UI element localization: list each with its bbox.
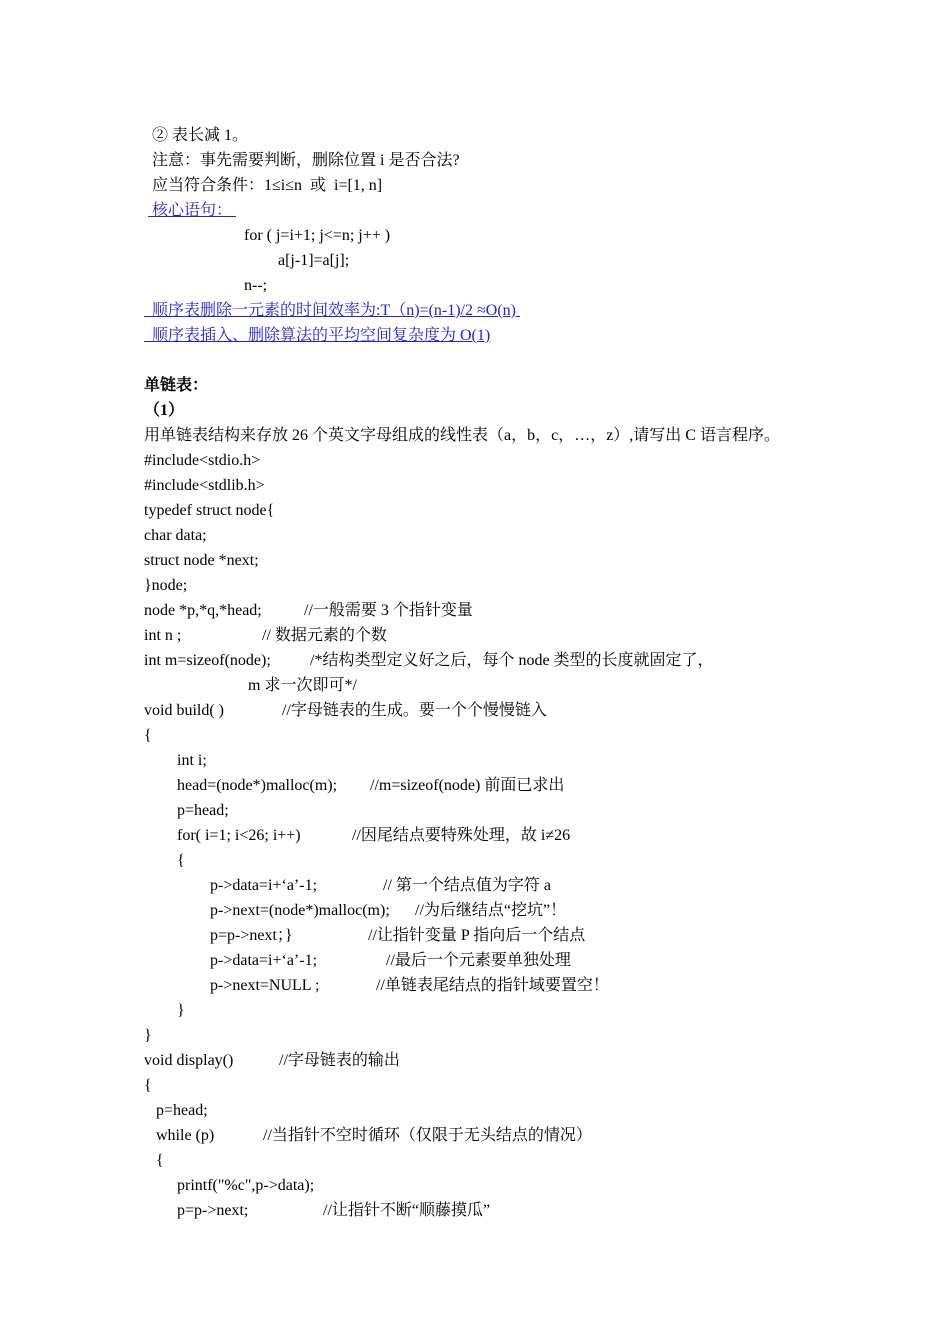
code-for-26: for( i=1; i<26; i++) — [177, 827, 301, 844]
comment-int-m: /*结构类型定义好之后，每个 node 类型的长度就固定了， — [310, 652, 714, 669]
code-p-next-advance: p=p->next; — [177, 1202, 249, 1219]
note-check-position: 注意：事先需要判断，删除位置 i 是否合法? — [152, 152, 460, 169]
comment-build: //字母链表的生成。要一个个慢慢链入 — [282, 702, 547, 719]
code-struct-close: }node; — [144, 577, 188, 594]
comment-p-data-assign: // 第一个结点值为字符 a — [383, 877, 551, 894]
code-while-p: while (p) — [156, 1127, 215, 1144]
code-pointer-decl: node *p,*q,*head; — [144, 602, 262, 619]
code-for-close-brace: } — [177, 1002, 185, 1019]
comment-display: //字母链表的输出 — [279, 1052, 400, 1069]
code-for-open-brace: { — [177, 852, 185, 869]
code-p-data-assign: p->data=i+‘a’-1; — [210, 877, 318, 894]
code-display-open-brace: { — [144, 1077, 152, 1094]
comment-p-next-advance: //让指针不断“顺藤摸瓜” — [323, 1202, 491, 1219]
code-for-loop: for ( j=i+1; j<=n; j++ ) — [244, 227, 391, 244]
code-last-data-assign: p->data=i+‘a’-1; — [210, 952, 318, 969]
code-display-signature: void display() — [144, 1052, 234, 1069]
comment-last-data-assign: //最后一个元素要单独处理 — [386, 952, 571, 969]
code-int-i: int i; — [177, 752, 207, 769]
code-build-signature: void build( ) — [144, 702, 224, 719]
code-p-next-malloc: p->next=(node*)malloc(m); — [210, 902, 390, 919]
comment-pointer-decl: //一般需要 3 个指针变量 — [304, 602, 473, 619]
comment-int-n: // 数据元素的个数 — [262, 627, 387, 644]
step-table-length-decrease: ② 表长减 1。 — [152, 127, 249, 144]
code-p-head: p=head; — [177, 802, 229, 819]
comment-next-null: //单链表尾结点的指针域要置空！ — [376, 977, 609, 994]
space-complexity-link[interactable]: 顺序表插入、删除算法的平均空间复杂度为 O(1) — [144, 327, 491, 344]
code-typedef: typedef struct node{ — [144, 502, 275, 519]
code-decrement: n--; — [244, 277, 268, 294]
code-build-close-brace: } — [144, 1027, 152, 1044]
delete-time-efficiency-link[interactable]: 顺序表删除一元素的时间效率为:T（n)=(n-1)/2 ≈O(n) — [144, 302, 520, 319]
code-struct-next: struct node *next; — [144, 552, 259, 569]
comment-int-m-continued: m 求一次即可*/ — [248, 677, 357, 694]
comment-p-advance: //让指针变量 P 指向后一个结点 — [368, 927, 586, 944]
code-printf: printf("%c",p->data); — [177, 1177, 315, 1194]
code-build-open-brace: { — [144, 727, 152, 744]
comment-head-malloc: //m=sizeof(node) 前面已求出 — [370, 777, 565, 794]
code-display-p-head: p=head; — [156, 1102, 208, 1119]
code-while-open-brace: { — [156, 1152, 164, 1169]
code-include-stdlib: #include<stdlib.h> — [144, 477, 265, 494]
code-int-m: int m=sizeof(node); — [144, 652, 271, 669]
code-shift-assign: a[j-1]=a[j]; — [278, 252, 350, 269]
code-p-advance: p=p->next；} — [210, 927, 293, 944]
code-include-stdio: #include<stdio.h> — [144, 452, 261, 469]
core-statement-link[interactable]: 核心语句： — [148, 202, 237, 219]
section-heading-linked-list: 单链表： — [144, 377, 209, 394]
comment-for-26: //因尾结点要特殊处理，故 i≠26 — [352, 827, 571, 844]
code-char-data: char data; — [144, 527, 207, 544]
note-valid-condition: 应当符合条件：1≤i≤n 或 i=[1, n] — [152, 177, 383, 194]
code-head-malloc: head=(node*)malloc(m); — [177, 777, 338, 794]
comment-p-next-malloc: //为后继结点“挖坑”！ — [415, 902, 567, 919]
comment-while-p: //当指针不空时循环（仅限于无头结点的情况） — [263, 1127, 592, 1144]
item-number: （1） — [144, 402, 185, 419]
code-next-null: p->next=NULL ; — [210, 977, 320, 994]
problem-statement: 用单链表结构来存放 26 个英文字母组成的线性表（a，b，c，…，z）,请写出 C 语言程序。 — [144, 427, 780, 444]
code-int-n: int n ; — [144, 627, 182, 644]
